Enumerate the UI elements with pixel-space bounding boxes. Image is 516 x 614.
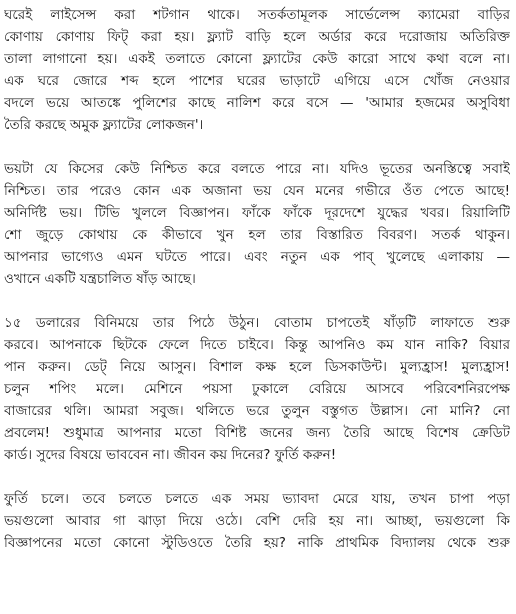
text-line: নিশ্চিত। তার পরেও কোন এক অজানা ভয় যেন মনের গভীরে ওঁত পেতে আছে!	[4, 183, 510, 199]
text-line: কার্ড। সুদের বিষয়ে ভাববেন না। জীবন কয় দিনের? ফুর্তি করুন!	[4, 447, 337, 463]
paragraph-2	[4, 158, 510, 290]
text-line: ওখানে একটি যন্ত্রচালিত ষাঁড় আছে।	[4, 271, 196, 287]
text-line: ১৫ ডলারের বিনিময়ে তার পিঠে উঠুন। বোতাম চাপতেই ষাঁড়টি লাফাতে শুরু	[4, 315, 510, 331]
text-line: বাজারের থলি। আমরা সবুজ। থলিতে ভরে তুলুন বস্তুগত উল্লাস। নো মানি? নো	[4, 403, 510, 419]
text-line: প্রবলেম! শুধুমাত্র আপনার মতো বিশিষ্ট জনের জন্য তৈরি আছে বিশেষ ক্রেডিট	[4, 425, 510, 441]
text-line: চলুন শপিং মলে। মেশিনে পয়সা ঢুকালে বেরিয়ে আসবে পরিবেশনিরপেক্ষ	[4, 381, 510, 397]
text-line: এক ঘরে জোরে শব্দ হলে পাশের ঘরের ভাড়াটে এগিয়ে এসে খোঁজ নেওয়ার	[4, 73, 510, 89]
text-line: ভয়গুলো আবার গা ঝাড়া দিয়ে ওঠে। বেশি দেরি হয় না। আচ্ছা, ভয়গুলো কি	[4, 513, 510, 529]
text-line: তালা লাগানো হয়। একই তলাতে কোনো ফ্ল্যাটের কেউ কারো সাথে কথা বলে না।	[4, 51, 510, 67]
text-line: আপনার ভাগ্যেও এমন ঘটতে পারে। এবং নতুন এক পাব্ খুলেছে এলাকায় —	[4, 249, 510, 265]
text-line: ভয়টা যে কিসের কেউ নিশ্চিত করে বলতে পারে না। যদিও ভূতের অনস্তিত্বে সবাই	[4, 161, 510, 177]
paragraph-4	[4, 488, 510, 554]
text-line: ফুর্তি চলে। তবে চলতে চলতে এক সময় ভ্যাবদা মেরে যায়, তখন চাপা পড়া	[4, 491, 510, 507]
text-line: বিজ্ঞাপনের মতো কোনো স্টুডিওতে তৈরি হয়? নাকি প্রাথমিক বিদ্যালয় থেকে শুরু	[4, 535, 510, 551]
text-line: অনির্দিষ্ট ভয়। টিভি খুললে বিজ্ঞাপন। ফাঁকে ফাঁকে দূরদেশে যুদ্ধের খবর। রিয়ালিটি	[4, 205, 510, 221]
paragraph-3	[4, 312, 510, 466]
text-line: কোণায় কোণায় ফিট্ করা হয়। ফ্ল্যাট বাড়ি হলে অর্ডার করে দরোজায় অতিরিক্ত	[4, 29, 510, 45]
text-line: করবে। আপনাকে ছিটকে ফেলে দিতে চাইবে। কিন্তু আপনিও কম যান নাকি? বিয়ার	[4, 337, 510, 353]
paragraph-1	[4, 4, 510, 136]
text-line: তৈরি করছে অমুক ফ্ল্যাটের লোকজন'।	[4, 117, 204, 133]
text-line: পান করুন। ডেট্ নিয়ে আসুন। বিশাল কক্ষ হলে ডিসকাউন্ট। মুল্যহ্রাস! মুল্যহ্রাস!	[4, 359, 510, 375]
text-line: শো জুড়ে কোথায় কে কীভাবে খুন হল তার বিস্তারিত বিবরণ। সতর্ক থাকুন।	[4, 227, 510, 243]
text-line: ঘরেই লাইসেন্স করা শটগান থাকে। সতর্কতামূলক সার্ভেলেন্স ক্যামেরা বাড়ির	[4, 7, 510, 23]
text-line: বদলে ভয়ে আতঙ্কে পুলিশের কাছে নালিশ করে বসে — 'আমার হজমের অসুবিধা	[4, 95, 510, 111]
